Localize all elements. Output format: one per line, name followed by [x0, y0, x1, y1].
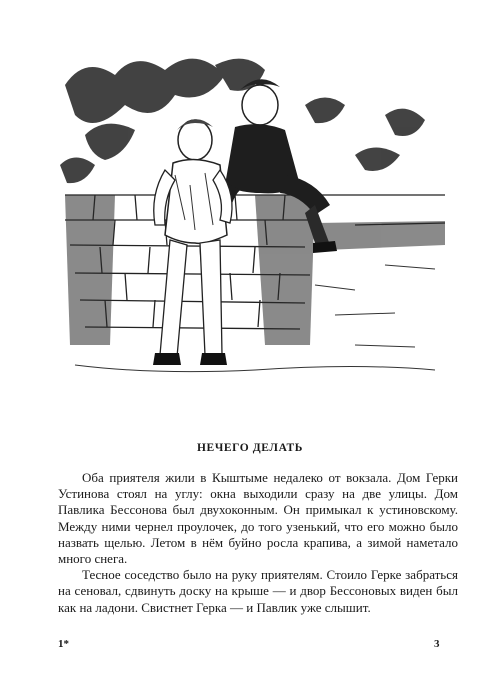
ground [75, 265, 435, 372]
stone-wall [65, 195, 445, 329]
illustration-svg [55, 45, 455, 385]
paragraph-2: Тесное соседство было на руку приятелям. Стоило Герке забраться на сеновал, сдвинуть доску на крыше — и двор Бессоновых виден был как на ладони. Свистнет Герка — и Павлик уже слышит. [58, 567, 458, 615]
signature-mark: 1* [58, 638, 69, 650]
two-boys-illustration [55, 45, 455, 385]
page-number: 3 [434, 638, 440, 650]
body-text [58, 470, 458, 616]
chapter-title: НЕЧЕГО ДЕЛАТЬ [197, 442, 303, 454]
wall-shading [65, 195, 445, 345]
paragraph-1: Оба приятеля жили в Кыштыме недалеко от вокзала. Дом Герки Устинова стоял на углу: окна выходили сразу на две улицы. Дом Павлика Бессонова был двухоконным. Он примыкал к устиновскому. Между ними чернел проулочек, до того узенький, что его можно было назвать щелью. Летом в нём буйно росла крапива, а зимой наметало много снега. [58, 470, 458, 567]
